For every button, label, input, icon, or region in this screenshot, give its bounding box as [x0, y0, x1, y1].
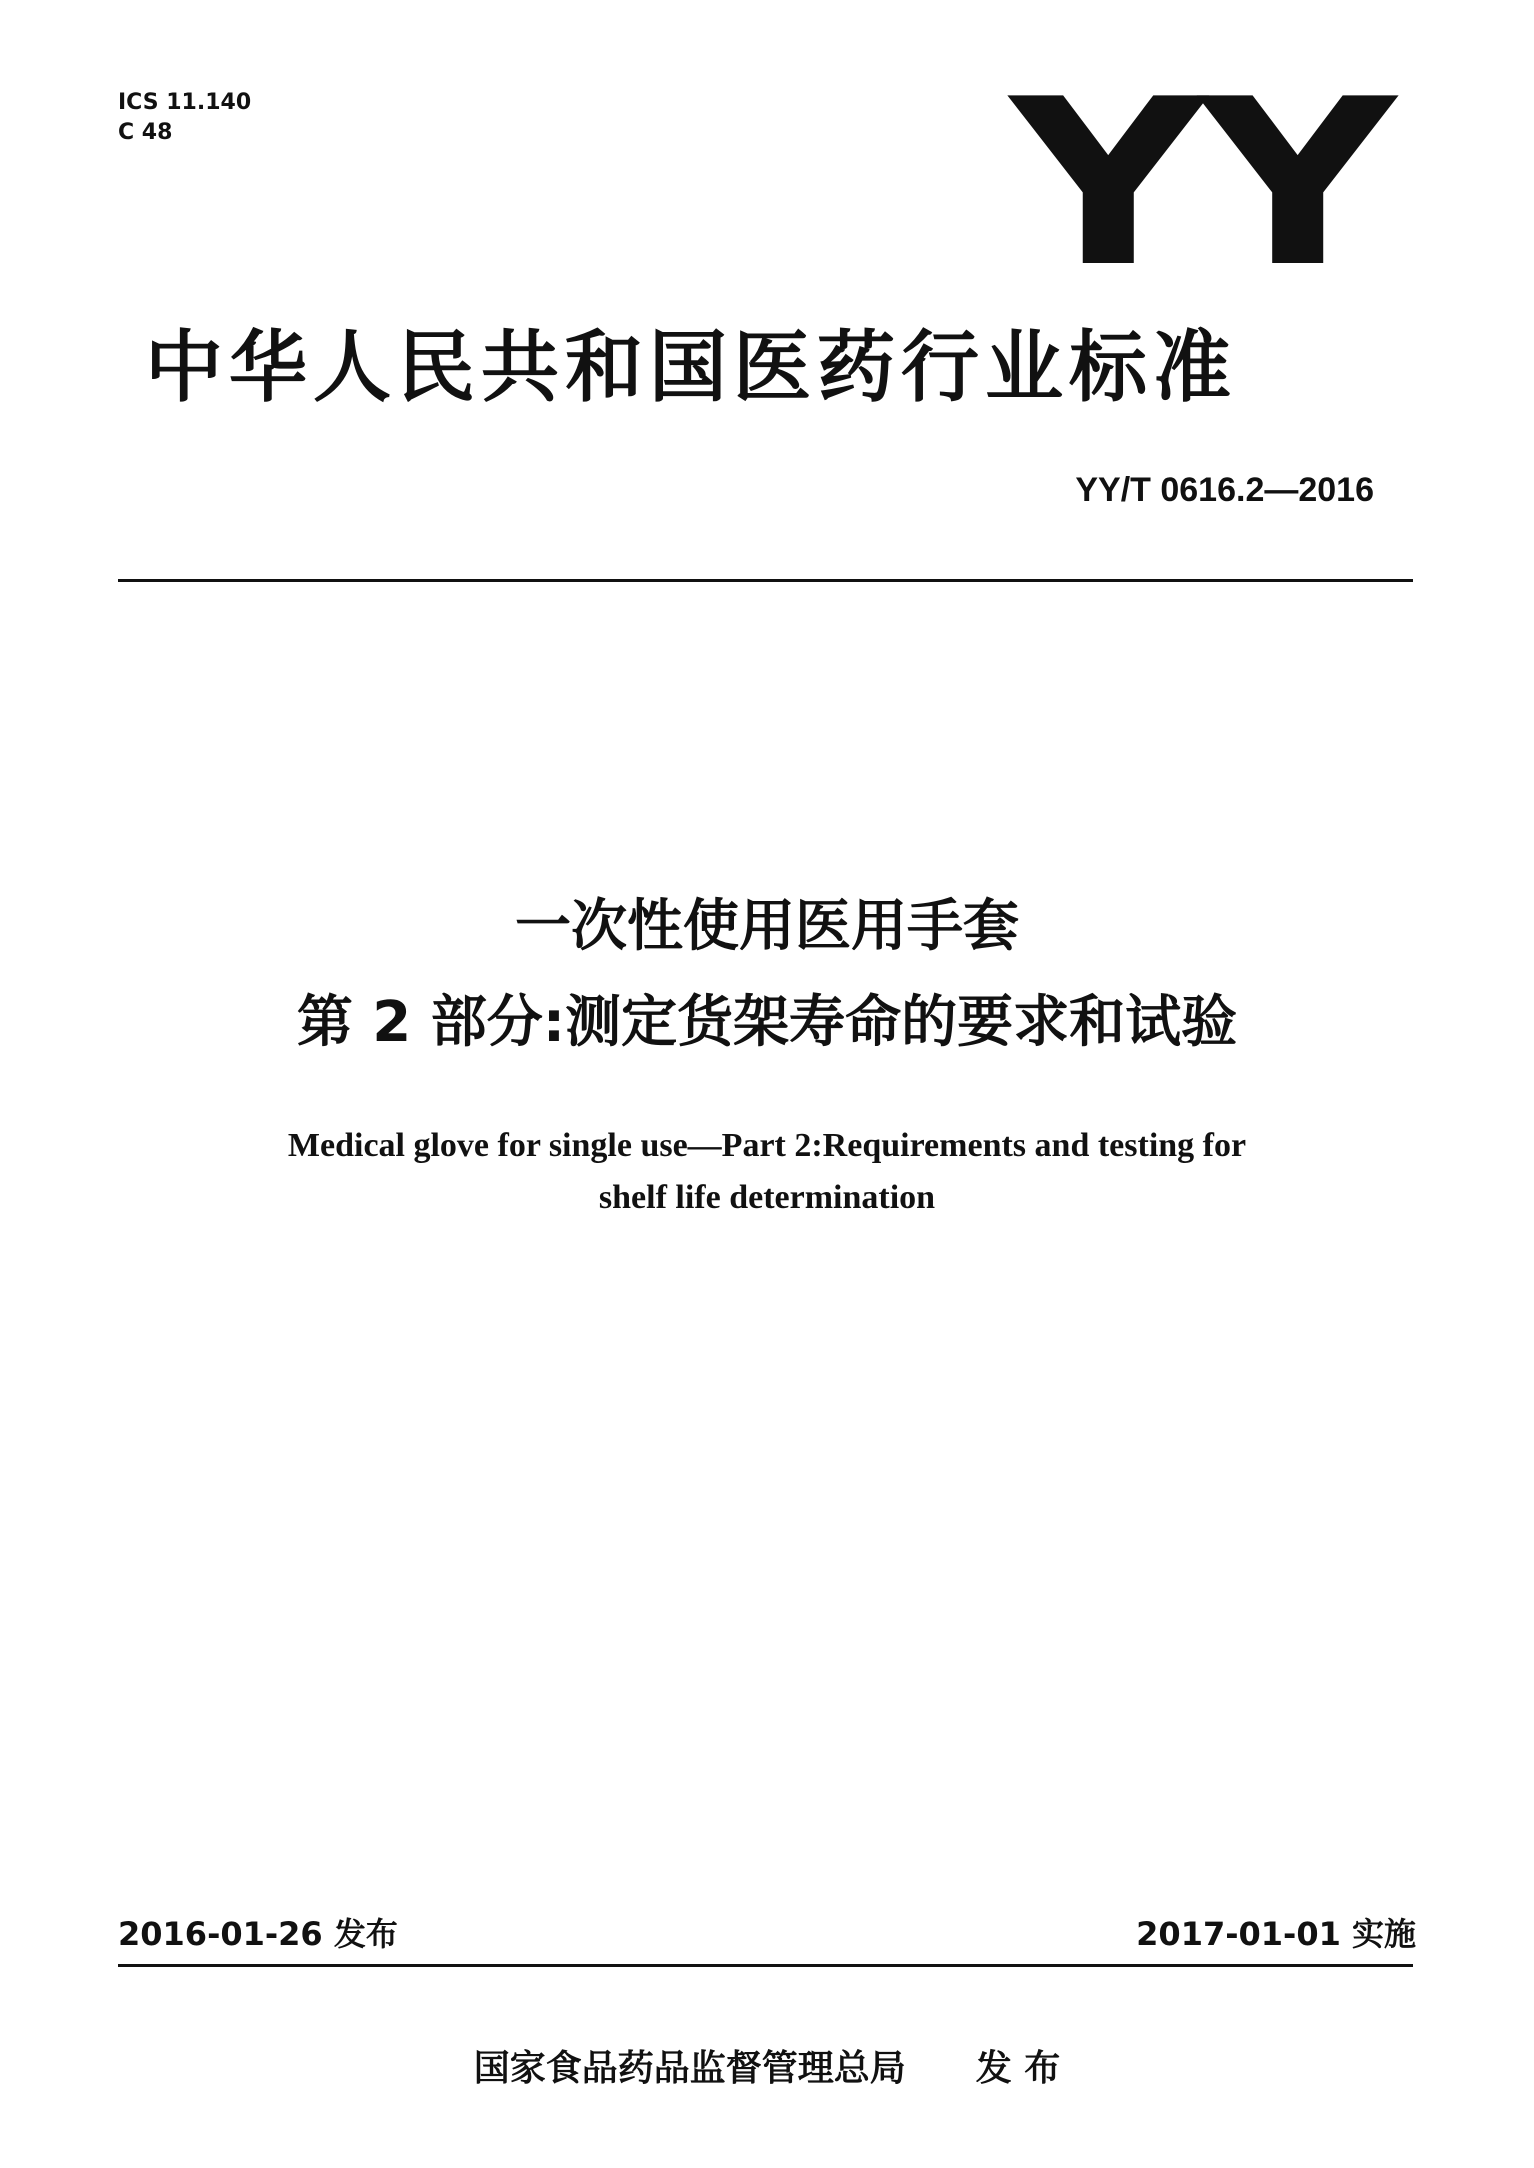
implementation-date: 2017-01-01 实施	[1136, 1915, 1416, 1953]
chinese-title-line-2: 第 2 部分:测定货架寿命的要求和试验	[296, 990, 1238, 1055]
yy-logo: YY	[1010, 51, 1389, 318]
issue-date: 2016-01-26 发布	[118, 1915, 398, 1953]
ics-code: ICS 11.140	[118, 90, 252, 115]
standard-code: YY/T 0616.2—2016	[1075, 471, 1374, 509]
english-title-line-2: shelf life determination	[598, 1179, 936, 1216]
bottom-divider	[118, 1964, 1413, 1967]
english-title-line-1: Medical glove for single use—Part 2:Requirements and testing for	[287, 1127, 1247, 1164]
english-title	[0, 1120, 1534, 1224]
ccs-code: C 48	[118, 120, 173, 145]
organization-title: 中华人民共和国医药行业标准	[145, 323, 1238, 413]
publisher-name: 国家食品药品监督管理总局	[473, 2048, 906, 2089]
chinese-title-line-1: 一次性使用医用手套	[515, 894, 1019, 959]
classification-block	[118, 88, 251, 148]
top-divider	[118, 579, 1413, 582]
publisher-line	[0, 2044, 1534, 2094]
publisher-action: 发 布	[975, 2048, 1061, 2089]
